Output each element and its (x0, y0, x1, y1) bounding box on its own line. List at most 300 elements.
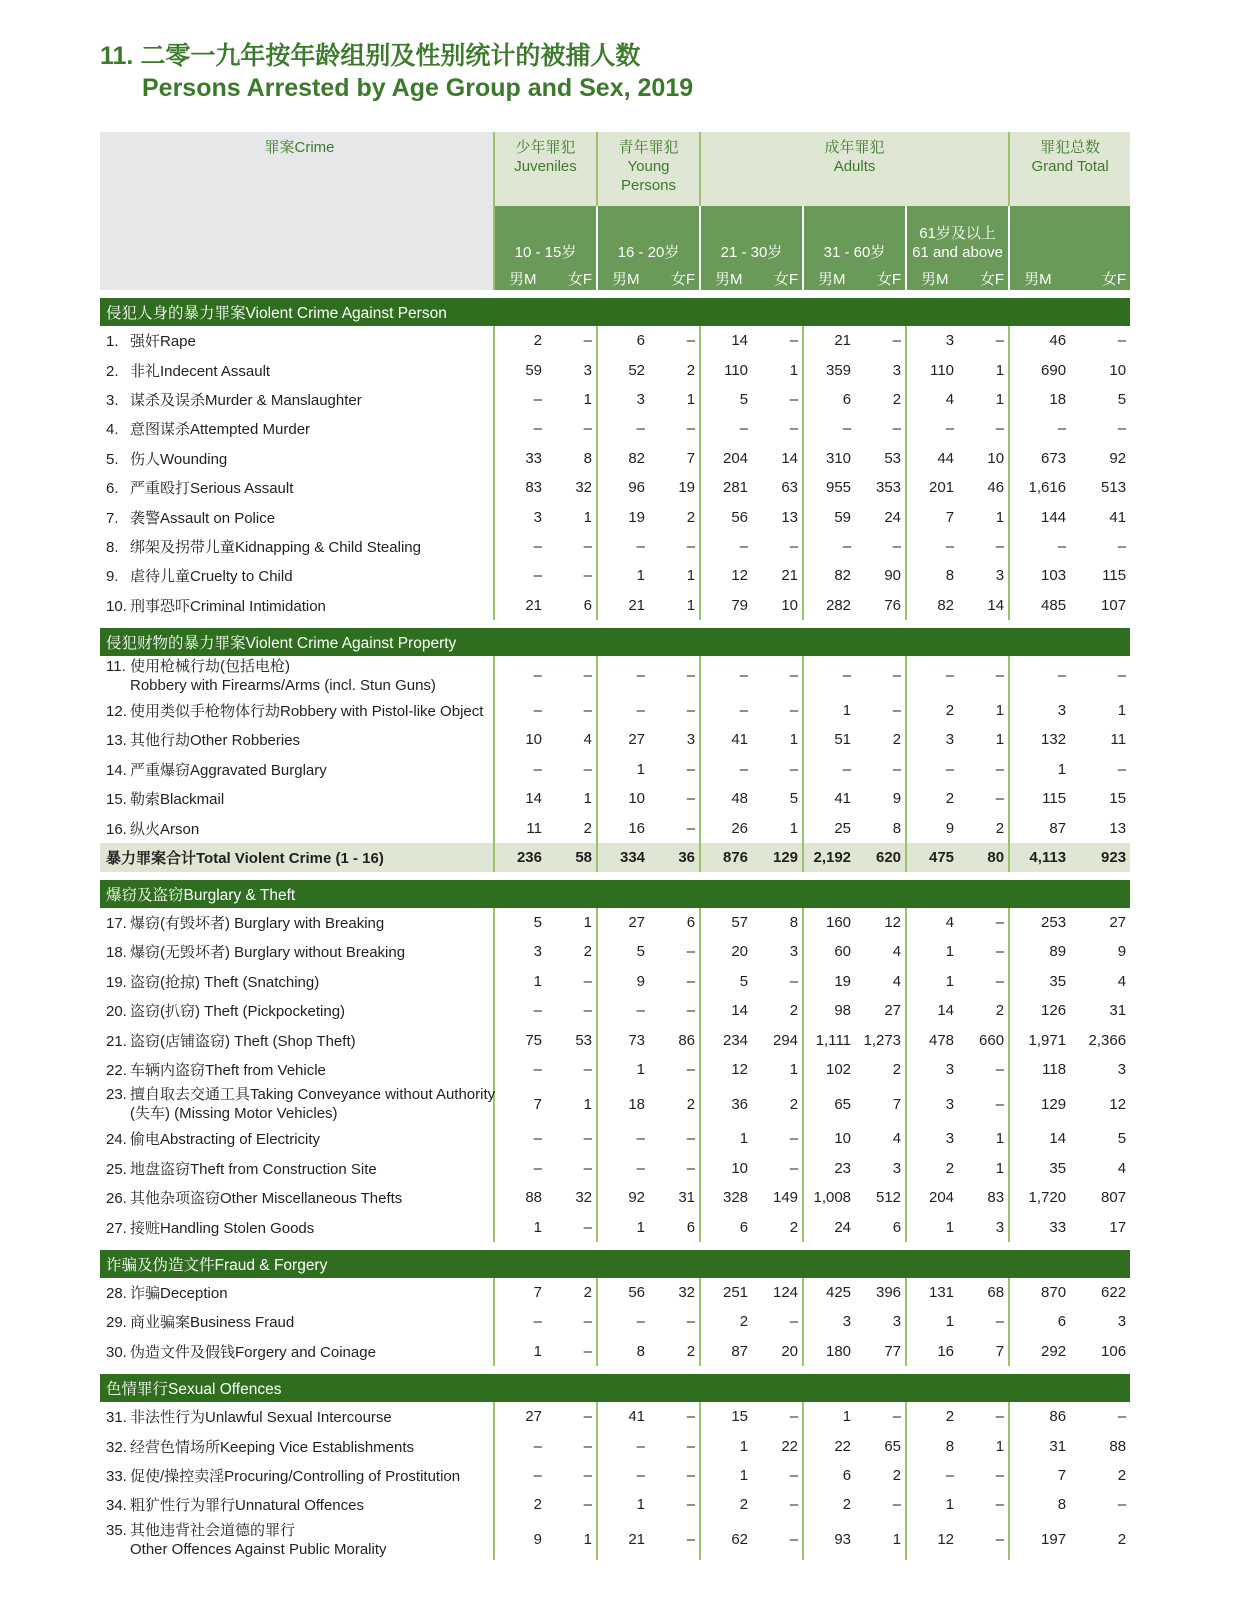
value-cell: 7 (906, 502, 958, 531)
value-cell: 10 (494, 725, 546, 754)
value-cell: 33 (1009, 1212, 1070, 1241)
crime-name: 其他杂项盗窃Other Miscellaneous Thefts (130, 1190, 403, 1208)
value-cell: – (583, 1061, 593, 1078)
value-cell: – (789, 1496, 799, 1514)
value-cell: 1 (995, 1130, 1005, 1148)
value-cell: 8 (892, 819, 902, 837)
value-cell: 10 (803, 1124, 855, 1153)
value-cell: 18 (1009, 385, 1070, 414)
value-cell: 110 (906, 355, 958, 384)
value-cell: – (686, 1159, 696, 1177)
crime-label (100, 1055, 494, 1084)
table-row (100, 1084, 1130, 1124)
adults-group-header: 成年罪犯 Adults (700, 132, 1009, 206)
crime-label (100, 967, 494, 996)
value-cell: 3 (906, 1124, 958, 1153)
female-column-header: 女F (752, 266, 803, 290)
value-cell: 13 (781, 508, 799, 526)
value-cell: 204 (700, 444, 752, 473)
crime-name: 其他违背社会道德的罪行 (130, 1521, 296, 1539)
value-cell: 3 (906, 326, 958, 355)
value-cell: 673 (1009, 444, 1070, 473)
value-cell: 5 (789, 790, 799, 808)
crime-label (100, 561, 494, 590)
crime-label (100, 996, 494, 1025)
value-cell: – (1009, 414, 1070, 443)
value-cell: 19 (678, 479, 696, 497)
crime-name: 绑架及拐带儿童Kidnapping & Child Stealing (130, 538, 421, 556)
value-cell: 87 (1009, 813, 1070, 842)
value-cell: 4 (892, 972, 902, 990)
value-cell: 690 (1009, 355, 1070, 384)
value-cell: 11 (494, 813, 546, 842)
value-cell: 1 (906, 1212, 958, 1241)
value-cell: – (494, 996, 546, 1025)
value-cell: – (1117, 420, 1127, 438)
female-column-header: 女F (855, 266, 906, 290)
value-cell: 3 (789, 943, 799, 961)
value-cell: 6 (686, 914, 696, 932)
value-cell: 1 (686, 567, 696, 585)
crime-name: 使用枪械行劫(包括电枪) (130, 657, 290, 675)
value-cell: 36 (649, 843, 700, 872)
value-cell: 8 (1009, 1490, 1070, 1519)
value-cell: 118 (1009, 1055, 1070, 1084)
value-cell: 7 (995, 1342, 1005, 1360)
value-cell: 478 (906, 1025, 958, 1054)
crime-name: 强奸Rape (130, 333, 196, 351)
table-row (100, 1124, 1130, 1153)
value-cell: 3 (906, 1084, 958, 1124)
value-cell: – (686, 702, 696, 720)
value-cell: 19 (803, 967, 855, 996)
value-cell: 7 (686, 449, 696, 467)
crime-label (100, 355, 494, 384)
value-cell: 10 (987, 449, 1005, 467)
value-cell: – (583, 1342, 593, 1360)
crime-name: 爆窃(无毁坏者) Burglary without Breaking (130, 944, 406, 962)
value-cell: 60 (803, 937, 855, 966)
row-number: 10. (106, 597, 127, 615)
value-cell: 4 (583, 731, 593, 749)
value-cell: – (1117, 667, 1127, 685)
value-cell: 124 (773, 1283, 799, 1301)
value-cell: 1 (597, 1055, 649, 1084)
value-cell: 6 (1009, 1307, 1070, 1336)
value-cell: 1 (803, 696, 855, 725)
value-cell: 2 (700, 1490, 752, 1519)
value-cell: – (1117, 760, 1127, 778)
table-row (100, 1461, 1130, 1490)
value-cell: – (803, 755, 855, 784)
crime-label (100, 1154, 494, 1183)
value-cell: 1,971 (1009, 1025, 1070, 1054)
crime-label (100, 813, 494, 842)
value-cell: 4 (1117, 1159, 1127, 1177)
value-cell: 14 (1009, 1124, 1070, 1153)
crime-name: 袭警Assault on Police (130, 509, 276, 527)
value-cell: 2 (803, 1490, 855, 1519)
value-cell: – (686, 332, 696, 350)
crime-name: 车辆内盗窃Theft from Vehicle (130, 1062, 326, 1079)
value-cell: 1 (995, 1159, 1005, 1177)
value-cell: – (494, 755, 546, 784)
male-column-header: 男M (597, 266, 649, 290)
value-cell: 1 (906, 1307, 958, 1336)
value-cell: – (789, 1313, 799, 1331)
value-cell: 110 (700, 355, 752, 384)
crime-name: 盗窃(扒窃) Theft (Pickpocketing) (130, 1003, 346, 1021)
value-cell: – (686, 943, 696, 961)
value-cell: – (583, 567, 593, 585)
value-cell: 2 (583, 1283, 593, 1301)
value-cell: 3 (892, 1159, 902, 1177)
table-row (100, 1278, 1130, 1307)
value-cell: – (700, 532, 752, 561)
value-cell: – (892, 537, 902, 555)
value-cell: 31 (1009, 1431, 1070, 1460)
value-cell: 5 (1117, 390, 1127, 408)
value-cell: 68 (987, 1283, 1005, 1301)
value-cell: – (995, 760, 1005, 778)
row-number: 6. (106, 480, 119, 498)
table-row (100, 908, 1130, 937)
value-cell: – (583, 420, 593, 438)
value-cell: 44 (906, 444, 958, 473)
value-cell: 8 (906, 561, 958, 590)
value-cell: 1 (803, 1402, 855, 1431)
female-column-header: 女F (958, 266, 1009, 290)
value-cell: – (583, 1496, 593, 1514)
value-cell: 2 (1117, 1531, 1127, 1548)
table-row (100, 473, 1130, 502)
value-cell: 10 (700, 1154, 752, 1183)
table-row (100, 1307, 1130, 1336)
value-cell: – (686, 760, 696, 778)
male-column-header: 男M (700, 266, 752, 290)
value-cell: 328 (700, 1183, 752, 1212)
value-cell: – (494, 532, 546, 561)
value-cell: 1 (597, 1212, 649, 1241)
value-cell: – (995, 943, 1005, 961)
value-cell: 86 (678, 1031, 696, 1049)
value-cell: 26 (700, 813, 752, 842)
value-cell: 58 (546, 843, 597, 872)
young-persons-group-header: 青年罪犯 Young Persons (597, 132, 700, 206)
crime-name: 接赃Handling Stolen Goods (130, 1219, 315, 1237)
row-number: 35. (106, 1521, 127, 1539)
row-number: 14. (106, 761, 127, 779)
table-row (100, 326, 1130, 355)
value-cell: – (583, 332, 593, 350)
crime-column-header: 罪案Crime (100, 132, 494, 290)
value-cell: 129 (1009, 1084, 1070, 1124)
section-title: 侵犯财物的暴力罪案Violent Crime Against Property (100, 628, 1130, 656)
value-cell: – (583, 1437, 593, 1455)
table-row (100, 1055, 1130, 1084)
row-number: 22. (106, 1062, 127, 1079)
value-cell: 512 (876, 1189, 902, 1207)
section-title: 爆窃及盗窃Burglary & Theft (100, 880, 1130, 908)
value-cell: 20 (781, 1342, 799, 1360)
crime-label (100, 1307, 494, 1336)
crime-name: 商业骗案Business Fraud (130, 1314, 295, 1332)
value-cell: 144 (1009, 502, 1070, 531)
crime-name: 伤人Wounding (130, 450, 228, 468)
value-cell: 1,616 (1009, 473, 1070, 502)
value-cell: – (494, 1461, 546, 1490)
value-cell: 59 (803, 502, 855, 531)
crime-label (100, 326, 494, 355)
table-row (100, 1212, 1130, 1241)
table-row (100, 414, 1130, 443)
value-cell: 27 (884, 1002, 902, 1020)
table-row (100, 444, 1130, 473)
table-row (100, 561, 1130, 590)
value-cell: 6 (803, 385, 855, 414)
table-row (100, 996, 1130, 1025)
crime-label (100, 385, 494, 414)
value-cell: 620 (855, 843, 906, 872)
value-cell: 32 (575, 1189, 593, 1207)
row-number: 33. (106, 1467, 127, 1485)
crime-label (100, 1461, 494, 1490)
value-cell: 13 (1109, 819, 1127, 837)
row-number: 15. (106, 791, 127, 809)
value-cell: 35 (1009, 1154, 1070, 1183)
table-row (100, 385, 1130, 414)
row-number: 13. (106, 732, 127, 750)
crime-label (100, 1402, 494, 1431)
value-cell: – (597, 1461, 649, 1490)
value-cell: – (789, 1466, 799, 1484)
value-cell: – (789, 1531, 799, 1548)
value-cell: – (789, 420, 799, 438)
value-cell: 56 (700, 502, 752, 531)
value-cell: 3 (1009, 696, 1070, 725)
value-cell: 57 (700, 908, 752, 937)
value-cell: 1 (995, 731, 1005, 749)
value-cell: – (700, 414, 752, 443)
value-cell: 234 (700, 1025, 752, 1054)
row-number: 8. (106, 538, 119, 556)
crime-label (100, 1278, 494, 1307)
value-cell: 102 (803, 1055, 855, 1084)
value-cell: 2 (686, 508, 696, 526)
value-cell: – (494, 1154, 546, 1183)
row-number: 16. (106, 820, 127, 838)
value-cell: 65 (803, 1084, 855, 1124)
section-title: 色情罪行Sexual Offences (100, 1374, 1130, 1402)
value-cell: – (789, 1159, 799, 1177)
table-row (100, 1490, 1130, 1519)
value-cell: 282 (803, 591, 855, 620)
value-cell: – (995, 914, 1005, 932)
value-cell: 6 (686, 1218, 696, 1236)
table-row (100, 532, 1130, 561)
section-title: 侵犯人身的暴力罪案Violent Crime Against Person (100, 298, 1130, 326)
value-cell: 18 (597, 1084, 649, 1124)
age-61-above-header: 61岁及以上 61 and above (906, 206, 1009, 266)
value-cell: – (995, 1095, 1005, 1113)
row-number: 1. (106, 333, 119, 351)
value-cell: 160 (803, 908, 855, 937)
value-cell: – (494, 1055, 546, 1084)
value-cell: – (597, 414, 649, 443)
value-cell: – (1009, 656, 1070, 696)
value-cell: 1 (583, 1095, 593, 1113)
value-cell: 89 (1009, 937, 1070, 966)
value-cell: 14 (700, 326, 752, 355)
value-cell: 27 (597, 725, 649, 754)
value-cell: – (597, 1154, 649, 1183)
row-number: 9. (106, 568, 119, 586)
value-cell: 41 (597, 1402, 649, 1431)
value-cell: 48 (700, 784, 752, 813)
male-column-header: 男M (803, 266, 855, 290)
value-cell: 9 (892, 790, 902, 808)
value-cell: – (494, 385, 546, 414)
value-cell: 1 (789, 731, 799, 749)
title-english: Persons Arrested by Age Group and Sex, 2019 (142, 74, 694, 102)
value-cell: 2 (1117, 1466, 1127, 1484)
crime-label (100, 1337, 494, 1366)
value-cell: 41 (803, 784, 855, 813)
value-cell: 4 (892, 943, 902, 961)
value-cell: 1 (597, 1490, 649, 1519)
value-cell: – (494, 561, 546, 590)
value-cell: – (583, 760, 593, 778)
value-cell: 3 (995, 1218, 1005, 1236)
value-cell: 2 (906, 696, 958, 725)
value-cell: – (597, 532, 649, 561)
crime-label (100, 444, 494, 473)
value-cell: 10 (597, 784, 649, 813)
value-cell: 65 (884, 1437, 902, 1455)
value-cell: 10 (1109, 361, 1127, 379)
female-column-header: 女F (546, 266, 597, 290)
value-cell: 310 (803, 444, 855, 473)
value-cell: 6 (892, 1218, 902, 1236)
value-cell: – (995, 1496, 1005, 1514)
value-cell: 236 (494, 843, 546, 872)
value-cell: 15 (1109, 790, 1127, 808)
value-cell: 32 (678, 1283, 696, 1301)
value-cell: 90 (884, 567, 902, 585)
crime-label (100, 784, 494, 813)
value-cell: 3 (892, 361, 902, 379)
value-cell: 660 (979, 1031, 1005, 1049)
value-cell: 2,192 (803, 843, 855, 872)
crime-name: 地盘盗窃Theft from Construction Site (130, 1160, 377, 1178)
value-cell: 2 (789, 1002, 799, 1020)
age-16-20-header: 16 - 20岁 (597, 206, 700, 266)
value-cell: 22 (781, 1437, 799, 1455)
value-cell: 1 (906, 967, 958, 996)
value-cell: 1 (995, 361, 1005, 379)
juveniles-group-header: 少年罪犯 Juveniles (494, 132, 597, 206)
value-cell: 5 (1117, 1130, 1127, 1148)
value-cell: 131 (906, 1278, 958, 1307)
value-cell: – (995, 1061, 1005, 1078)
value-cell: 4 (906, 908, 958, 937)
row-number: 17. (106, 915, 127, 933)
crime-name: 刑事恐吓Criminal Intimidation (130, 597, 326, 615)
value-cell: 73 (597, 1025, 649, 1054)
value-cell: 46 (1009, 326, 1070, 355)
value-cell: 251 (700, 1278, 752, 1307)
value-cell: 96 (597, 473, 649, 502)
age-21-30-header: 21 - 30岁 (700, 206, 803, 266)
row-number: 21. (106, 1032, 127, 1050)
value-cell: 201 (906, 473, 958, 502)
value-cell: – (995, 1408, 1005, 1426)
table-row (100, 725, 1130, 754)
row-number: 20. (106, 1003, 127, 1021)
value-cell: – (700, 656, 752, 696)
value-cell: 955 (803, 473, 855, 502)
value-cell: 622 (1101, 1283, 1127, 1301)
value-cell: 359 (803, 355, 855, 384)
value-cell: – (789, 667, 799, 685)
value-cell: 21 (597, 591, 649, 620)
value-cell: 5 (700, 967, 752, 996)
value-cell: 475 (906, 843, 958, 872)
value-cell: 106 (1101, 1342, 1127, 1360)
value-cell: 23 (803, 1154, 855, 1183)
value-cell: – (597, 1307, 649, 1336)
value-cell: 3 (803, 1307, 855, 1336)
value-cell: 56 (597, 1278, 649, 1307)
value-cell: 88 (494, 1183, 546, 1212)
value-cell: 22 (803, 1431, 855, 1460)
crime-name: 非法性行为Unlawful Sexual Intercourse (130, 1409, 392, 1427)
value-cell: 1 (583, 390, 593, 408)
value-cell: 35 (1009, 967, 1070, 996)
value-cell: – (995, 1531, 1005, 1548)
value-cell: 1 (1009, 755, 1070, 784)
value-cell: – (906, 1461, 958, 1490)
value-cell: 103 (1009, 561, 1070, 590)
value-cell: 77 (884, 1342, 902, 1360)
page-title (100, 40, 693, 104)
value-cell: 1 (583, 508, 593, 526)
value-cell: 59 (494, 355, 546, 384)
value-cell: 149 (773, 1189, 799, 1207)
crime-name: 偷电Abstracting of Electricity (130, 1131, 321, 1149)
value-cell: – (494, 1124, 546, 1153)
section-header (100, 1250, 1130, 1278)
value-cell: 53 (884, 449, 902, 467)
row-number: 28. (106, 1284, 127, 1302)
value-cell: 27 (597, 908, 649, 937)
table-body (100, 290, 1130, 1560)
value-cell: – (583, 667, 593, 685)
crime-label (100, 696, 494, 725)
crime-name: 促使/操控卖淫Procuring/Controlling of Prostitution (130, 1467, 461, 1485)
value-cell: 204 (906, 1183, 958, 1212)
value-cell: – (995, 667, 1005, 685)
total-label: 暴力罪案合计Total Violent Crime (1 - 16) (100, 843, 494, 872)
value-cell: 93 (803, 1520, 855, 1560)
value-cell: 870 (1009, 1278, 1070, 1307)
crime-name: 盗窃(店铺盗窃) Theft (Shop Theft) (130, 1032, 356, 1050)
crime-label (100, 656, 494, 696)
crime-name: 谋杀及误杀Murder & Manslaughter (130, 391, 362, 409)
value-cell: – (892, 332, 902, 350)
value-cell: 2 (995, 819, 1005, 837)
value-cell: 513 (1101, 479, 1127, 497)
